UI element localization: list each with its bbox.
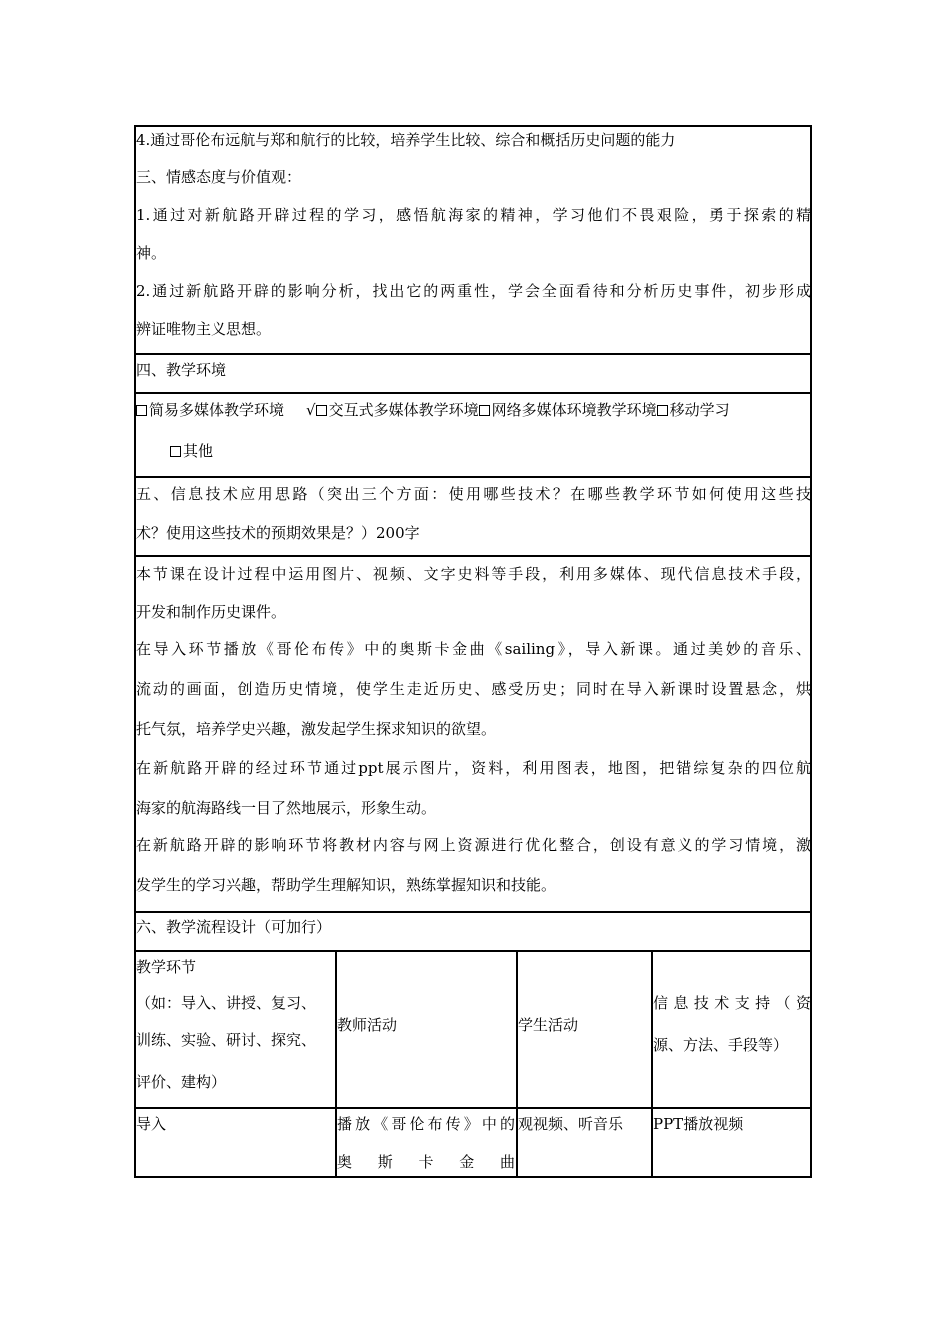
section-3-heading: 三、情感态度与价值观：: [136, 168, 302, 186]
checkbox-other[interactable]: [170, 446, 181, 457]
emotion-goal-2-line1: 2.通过新航路开辟的影响分析，找出它的两重性，学会全面看待和分析历史事件，初步形成: [136, 282, 811, 300]
row-divider: [134, 1107, 812, 1109]
col-header-stage-line4: 评价、建构）: [136, 1073, 227, 1091]
column-divider: [516, 951, 518, 1177]
emotion-goal-2-line2: 辨证唯物主义思想。: [136, 320, 272, 338]
section-6-heading: 六、教学流程设计（可加行）: [136, 918, 332, 936]
checkbox-mobile-learning[interactable]: [657, 405, 668, 416]
checkbox-network-multimedia[interactable]: [479, 405, 490, 416]
col-header-stage-line3: 训练、实验、研讨、探究、: [136, 1031, 317, 1049]
col-header-teacher: 教师活动: [337, 1016, 398, 1034]
section-4-heading: 四、教学环境: [136, 361, 227, 379]
col-header-stage-line2: （如：导入、讲授、复习、: [136, 994, 317, 1012]
row-tech-support: PPT播放视频: [653, 1115, 744, 1133]
tech-plan-paragraph-2-line2: 流动的画面，创造历史情境，使学生走近历史、感受历史；同时在导入新课时设置悬念，烘: [136, 680, 811, 698]
check-mark-icon: √: [306, 401, 316, 419]
option-network-multimedia-label: 网络多媒体环境教学环境: [491, 401, 657, 419]
row-divider: [134, 950, 812, 952]
row-divider: [134, 353, 812, 355]
environment-options-line1: [136, 401, 730, 419]
col-header-tech-line1: 信息技术支持（资: [653, 994, 811, 1012]
tech-plan-paragraph-1-line1: 本节课在设计过程中运用图片、视频、文字史料等手段，利用多媒体、现代信息技术手段，: [136, 565, 811, 583]
emotion-goal-1-line1: 1.通过对新航路开辟过程的学习，感悟航海家的精神，学习他们不畏艰险，勇于探索的精: [136, 206, 811, 224]
row-stage-intro: 导入: [136, 1115, 167, 1133]
emotion-goal-1-line2: 神。: [136, 244, 167, 262]
tech-plan-paragraph-2-line1: 在导入环节播放《哥伦布传》中的奥斯卡金曲《sailing》，导入新课。通过美妙的音乐、: [136, 640, 811, 658]
tech-plan-paragraph-1-line2: 开发和制作历史课件。: [136, 603, 287, 621]
section-5-heading-line2: 术？使用这些技术的预期效果是？）200字: [136, 524, 420, 542]
col-header-student: 学生活动: [518, 1016, 579, 1034]
checkbox-interactive-multimedia[interactable]: [316, 405, 327, 416]
column-divider: [651, 951, 653, 1177]
column-divider: [335, 951, 337, 1177]
row-student-activity: 观视频、听音乐: [518, 1115, 624, 1133]
tech-plan-paragraph-3-line2: 海家的航海路线一目了然地展示，形象生动。: [136, 799, 437, 817]
row-teacher-activity-line1: 播放《哥伦布传》中的: [337, 1115, 515, 1133]
tech-plan-paragraph-2-line3: 托气氛，培养学史兴趣，激发起学生探求知识的欲望。: [136, 720, 497, 738]
row-teacher-activity-line2: 奥斯卡金曲: [337, 1153, 515, 1171]
row-divider: [134, 911, 812, 913]
option-other-label: 其他: [183, 442, 214, 460]
option-interactive-multimedia-label: 交互式多媒体教学环境: [328, 401, 479, 419]
tech-plan-paragraph-4-line1: 在新航路开辟的影响环节将教材内容与网上资源进行优化整合，创设有意义的学习情境，激: [136, 836, 811, 854]
tech-plan-paragraph-3-line1: 在新航路开辟的经过环节通过ppt展示图片，资料，利用图表，地图，把错综复杂的四位航: [136, 759, 811, 777]
checkbox-simple-multimedia[interactable]: [136, 405, 147, 416]
tech-plan-paragraph-4-line2: 发学生的学习兴趣，帮助学生理解知识，熟练掌握知识和技能。: [136, 876, 557, 894]
option-mobile-learning-label: 移动学习: [669, 401, 730, 419]
row-divider: [134, 476, 812, 478]
row-divider: [134, 392, 812, 394]
section-5-heading-line1: 五、信息技术应用思路（突出三个方面：使用哪些技术？在哪些教学环节如何使用这些技: [136, 485, 811, 503]
option-simple-multimedia-label: 简易多媒体教学环境: [149, 401, 285, 419]
col-header-tech-line2: 源、方法、手段等）: [653, 1036, 789, 1054]
objective-4-text: 4.通过哥伦布远航与郑和航行的比较，培养学生比较、综合和概括历史问题的能力: [136, 131, 676, 149]
row-divider: [134, 555, 812, 557]
environment-options-line2: [170, 442, 213, 460]
col-header-stage-line1: 教学环节: [136, 958, 197, 976]
